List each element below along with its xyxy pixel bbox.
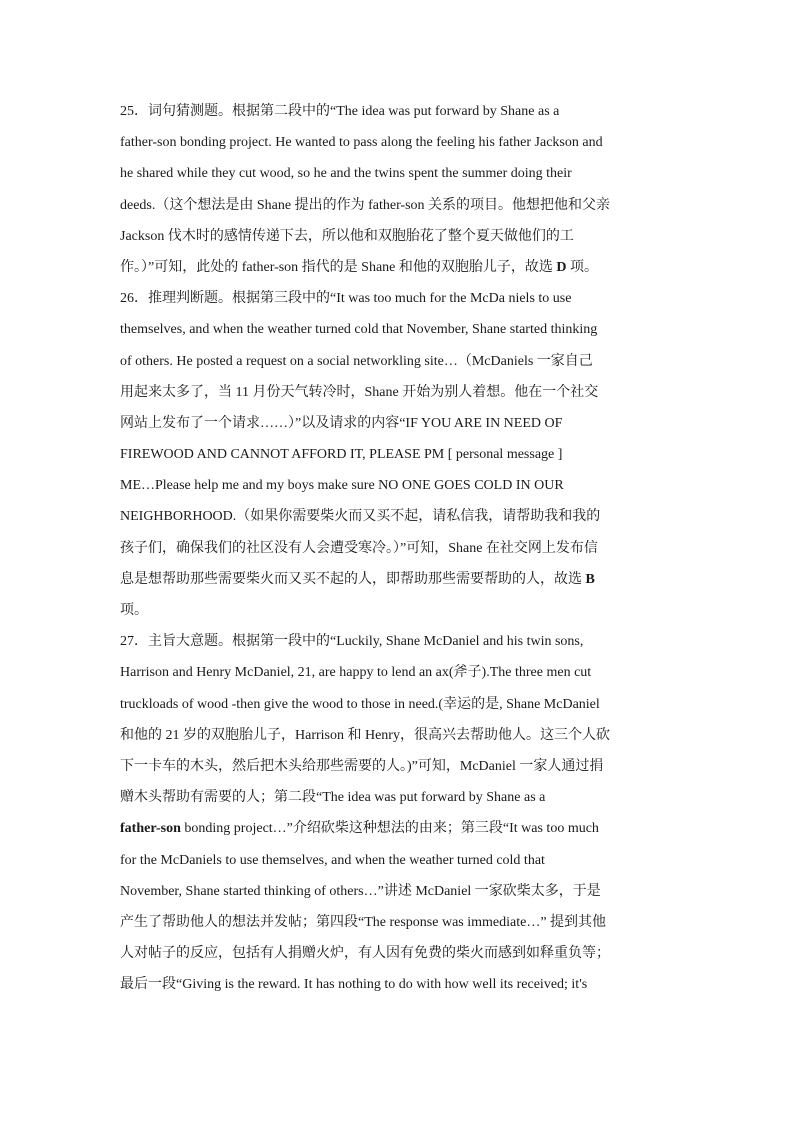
text-line	[120, 564, 676, 595]
text-line: themselves, and when the weather turned cold that November, Shane started thinking	[120, 322, 598, 338]
answer-explanation-27	[120, 626, 676, 1000]
answer-explanation-25	[120, 96, 676, 283]
answer-choice: D	[556, 259, 567, 275]
text-line: truckloads of wood -then give the wood to those in need.(幸运的是, Shane McDaniel	[120, 696, 600, 712]
answer-suffix: 项。	[570, 259, 599, 275]
answer-explanation-26	[120, 283, 676, 626]
text-line: for the McDaniels to use themselves, and when the weather turned cold that	[120, 852, 545, 868]
text-line: 孩子们，确保我们的社区没有人会遭受寒冷。）”可知，Shane 在社交网上发布信	[120, 540, 598, 556]
text-line: 网站上发布了一个请求……）”以及请求的内容“IF YOU ARE IN NEED OF	[120, 415, 563, 431]
text-line: 和他的 21 岁的双胞胎儿子，Harrison 和 Henry，很高兴去帮助他人。这三个人砍	[120, 727, 610, 743]
text-line: ME…Please help me and my boys make sure NO ONE GOES COLD IN OUR	[120, 478, 564, 494]
text-line: of others. He posted a request on a social networkling site…（McDaniels 一家自己	[120, 353, 593, 369]
line-text: 息是想帮助那些需要柴火而又买不起的人，即帮助那些需要帮助的人，故选	[120, 571, 582, 587]
text-line: 产生了帮助他人的想法并发帖；第四段“The response was immediate…” 提到其他	[120, 914, 607, 930]
text-line: 25．词句猜测题。根据第二段中的“The idea was put forward by Shane as a	[120, 104, 560, 119]
text-line: he shared while they cut wood, so he and the twins spent the summer doing their	[120, 166, 572, 182]
text-line: 人对帖子的反应，包括有人捐赠火炉，有人因有免费的柴火而感到如释重负等；	[120, 946, 610, 962]
text-line: 最后一段“Giving is the reward. It has nothing to do with how well its received; it's	[120, 977, 588, 993]
text-line: father-son bonding project. He wanted to pass along the feeling his father Jackson and	[120, 135, 603, 151]
text-line: 26．推理判断题。根据第三段中的“It was too much for the McDa niels to use	[120, 291, 572, 307]
text-line: 项。	[120, 603, 148, 618]
text-line: NEIGHBORHOOD.（如果你需要柴火而又买不起，请私信我，请帮助我和我的	[120, 509, 601, 525]
text-line: deeds.（这个想法是由 Shane 提出的作为 father-son 关系的项目。他想把他和父亲	[120, 197, 611, 213]
text-line: FIREWOOD AND CANNOT AFFORD IT, PLEASE PM [ personal message ]	[120, 447, 563, 463]
text-line: 赠木头帮助有需要的人；第二段“The idea was put forward by Shane as a	[120, 790, 546, 806]
text-line	[120, 813, 676, 844]
text-line: 用起来太多了，当 11 月份天气转冷时，Shane 开始为别人着想。他在一个社交	[120, 384, 599, 400]
line-text: bonding project…”介绍砍柴这种想法的由来；第三段“It was too much	[180, 821, 599, 837]
text-line: 27．主旨大意题。根据第一段中的“Luckily, Shane McDaniel and his twin sons,	[120, 634, 584, 650]
line-text: 作。）”可知，此处的 father-son 指代的是 Shane 和他的双胞胎儿子，故选	[120, 259, 553, 275]
text-line: 下一卡车的木头，然后把木头给那些需要的人。)”可知，McDaniel 一家人通过捐	[120, 758, 604, 774]
text-line: Jackson 伐木时的感情传递下去，所以他和双胞胎花了整个夏天做他们的工	[120, 228, 574, 244]
answer-choice: B	[585, 571, 595, 587]
text-line: November, Shane started thinking of others…”讲述 McDaniel 一家砍柴太多，于是	[120, 883, 601, 899]
text-line: Harrison and Henry McDaniel, 21, are happy to lend an ax(斧子).The three men cut	[120, 665, 592, 681]
text-line	[120, 252, 676, 283]
bold-phrase: father-son	[120, 821, 181, 837]
document-page	[120, 96, 676, 1000]
